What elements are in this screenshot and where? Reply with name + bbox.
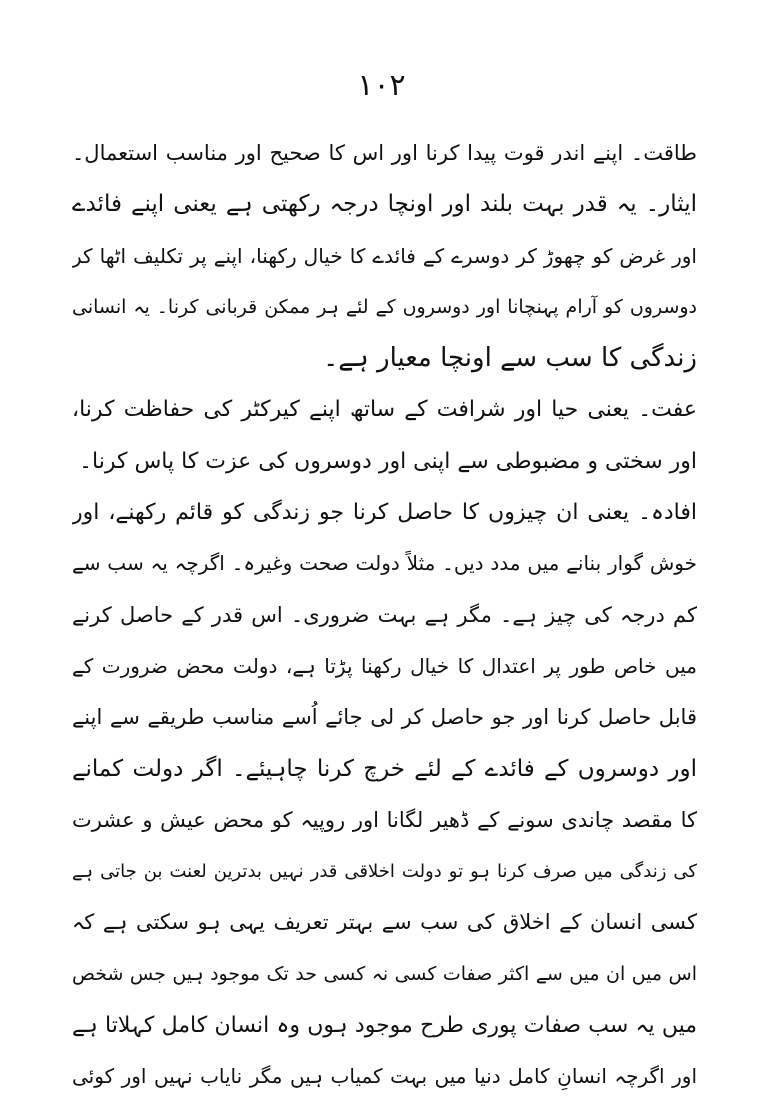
text-line: کسی انسان کے اخلاق کی سب سے بہتر تعریف یہی ہو سکتی ہے کہ: [72, 910, 697, 935]
page-number: ۱۰۲: [357, 68, 406, 103]
text-line: عفت۔ یعنی حیا اور شرافت کے ساتھ اپنے کیرکٹر کی حفاظت کرنا،: [72, 397, 697, 423]
text-line: اور سختی و مضبوطی سے اپنی اور دوسروں کی عزت کا پاس کرنا۔: [79, 448, 697, 474]
body-text: [72, 128, 697, 1103]
text-line: طاقت۔ اپنے اندر قوت پیدا کرنا اور اس کا صحیح اور مناسب استعمال۔: [72, 141, 697, 165]
text-line: میں یہ سب صفات پوری طرح موجود ہوں وہ انسان کامل کہلاتا ہے: [72, 1013, 697, 1039]
text-line: اور غرض کو چھوڑ کر دوسرے کے فائدے کا خیال رکھنا، اپنے پر تکلیف اٹھا کر: [72, 243, 697, 268]
text-line: کا مقصد چاندی سونے کے ڈھیر لگانا اور روپیہ کو محض عیش و عشرت: [72, 807, 697, 832]
text-line: خوش گوار بنانے میں مدد دیں۔ مثلاً دولت صحت وغیرہ۔ اگرچہ یہ سب سے: [72, 551, 697, 576]
text-line: اور اگرچہ انسانِ کامل دنیا میں بہت کمیاب ہیں مگر نایاب نہیں اور کوئی: [72, 1064, 697, 1089]
text-line: اور دوسروں کے فائدے کے لئے خرچ کرنا چاہیئے۔ اگر دولت کمانے: [72, 755, 697, 782]
text-line: دوسروں کو آرام پہنچانا اور دوسروں کے لئے ہر ممکن قربانی کرنا۔ یہ انسانی: [72, 295, 697, 318]
text-line: افادہ۔ یعنی ان چیزوں کا حاصل کرنا جو زندگی کو قائم رکھنے، اور: [72, 500, 697, 526]
text-line: کی زندگی میں صرف کرنا ہو تو دولت اخلاقی قدر نہیں بدترین لعنت بن جاتی ہے: [72, 861, 697, 883]
text-line: ایثار۔ یہ قدر بہت بلند اور اونچا درجہ رکھتی ہے یعنی اپنے فائدے: [72, 191, 697, 218]
text-line: قابل حاصل کرنا اور جو حاصل کر لی جائے اُسے مناسب طریقے سے اپنے: [72, 705, 697, 730]
text-line: زندگی کا سب سے اونچا معیار ہے۔: [323, 343, 697, 374]
text-line: کم درجہ کی چیز ہے۔ مگر ہے بہت ضروری۔ اس قدر کے حاصل کرنے: [72, 602, 697, 627]
text-line: اس میں ان میں سے اکثر صفات کسی نہ کسی حد تک موجود ہیں جس شخص: [72, 962, 697, 985]
text-line: میں خاص طور پر اعتدال کا خیال رکھنا پڑتا ہے، دولت محض ضرورت کے: [72, 653, 697, 678]
